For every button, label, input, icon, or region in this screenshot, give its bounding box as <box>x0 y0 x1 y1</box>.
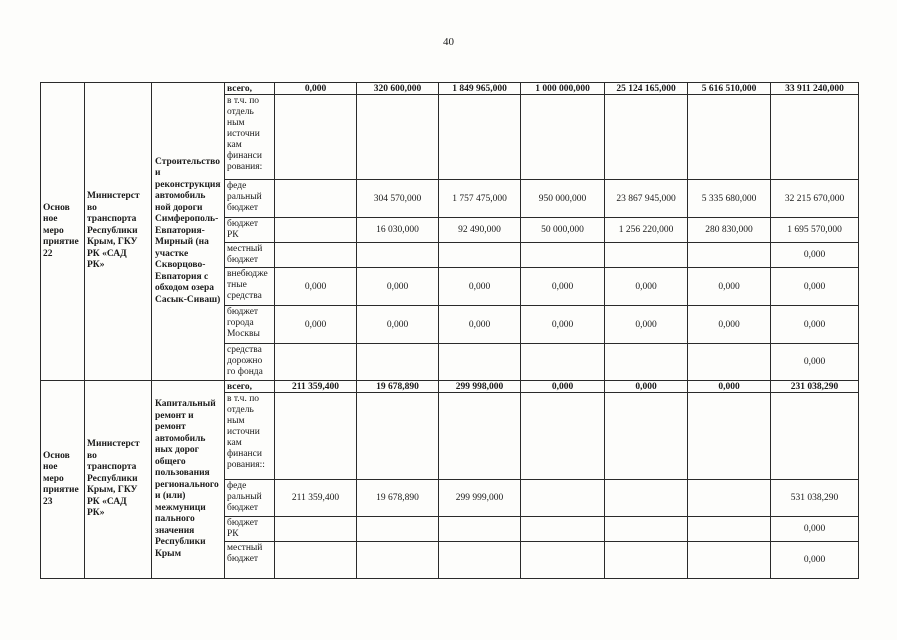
amount-cell <box>605 393 688 480</box>
amount-cell <box>275 344 357 381</box>
amount-cell <box>439 393 521 480</box>
amount-cell <box>275 218 357 243</box>
amount-cell <box>275 542 357 579</box>
amount-cell <box>521 393 605 480</box>
amount-cell: 211 359,400 <box>275 381 357 393</box>
amount-cell <box>357 344 439 381</box>
source-label: бюджет РК <box>225 218 275 243</box>
amount-cell <box>439 95 521 180</box>
executor-cell: Министерст во транспорта Республики Крым, ГКУ РК «САД РК» <box>85 381 152 579</box>
amount-cell <box>521 243 605 268</box>
amount-cell: 950 000,000 <box>521 180 605 218</box>
amount-cell <box>605 517 688 542</box>
amount-cell <box>605 344 688 381</box>
amount-cell <box>688 95 771 180</box>
source-label: в т.ч. по отдель ным источни кам финанси рования:: <box>225 393 275 480</box>
amount-cell: 1 256 220,000 <box>605 218 688 243</box>
source-label: бюджет РК <box>225 517 275 542</box>
amount-cell <box>439 243 521 268</box>
amount-cell: 299 998,000 <box>439 381 521 393</box>
budget-table <box>40 82 859 579</box>
amount-cell: 0,000 <box>771 344 859 381</box>
amount-cell: 0,000 <box>771 268 859 306</box>
amount-cell <box>605 95 688 180</box>
source-label: местный бюджет <box>225 542 275 579</box>
amount-cell <box>439 344 521 381</box>
amount-cell <box>357 542 439 579</box>
amount-cell: 1 695 570,000 <box>771 218 859 243</box>
source-label: внебюдже тные средства <box>225 268 275 306</box>
event-cell: Основ ное меро приятие 22 <box>41 83 85 381</box>
amount-cell: 16 030,000 <box>357 218 439 243</box>
source-label: в т.ч. по отдель ным источни кам финанси рования: <box>225 95 275 180</box>
source-label: феде ральный бюджет <box>225 480 275 517</box>
amount-cell <box>357 95 439 180</box>
amount-cell: 0,000 <box>357 268 439 306</box>
amount-cell: 19 678,890 <box>357 480 439 517</box>
amount-cell: 0,000 <box>771 542 859 579</box>
amount-cell <box>605 542 688 579</box>
amount-cell: 320 600,000 <box>357 83 439 95</box>
source-label: всего, <box>225 381 275 393</box>
amount-cell: 0,000 <box>275 83 357 95</box>
amount-cell <box>275 393 357 480</box>
amount-cell: 304 570,000 <box>357 180 439 218</box>
amount-cell: 92 490,000 <box>439 218 521 243</box>
amount-cell: 5 335 680,000 <box>688 180 771 218</box>
total-row <box>41 381 859 393</box>
amount-cell <box>275 517 357 542</box>
amount-cell <box>688 542 771 579</box>
source-label: средства дорожно го фонда <box>225 344 275 381</box>
amount-cell: 1 000 000,000 <box>521 83 605 95</box>
amount-cell: 19 678,890 <box>357 381 439 393</box>
page-number: 40 <box>443 36 454 48</box>
amount-cell <box>357 517 439 542</box>
amount-cell <box>521 517 605 542</box>
amount-cell: 0,000 <box>688 306 771 344</box>
amount-cell <box>357 393 439 480</box>
source-label: бюджет города Москвы <box>225 306 275 344</box>
amount-cell <box>521 344 605 381</box>
amount-cell: 231 038,290 <box>771 381 859 393</box>
amount-cell <box>605 243 688 268</box>
amount-cell: 211 359,400 <box>275 480 357 517</box>
amount-cell: 1 757 475,000 <box>439 180 521 218</box>
amount-cell: 0,000 <box>605 306 688 344</box>
executor-cell: Министерст во транспорта Республики Крым, ГКУ РК «САД РК» <box>85 83 152 381</box>
amount-cell: 0,000 <box>605 381 688 393</box>
amount-cell: 0,000 <box>771 517 859 542</box>
amount-cell: 0,000 <box>688 381 771 393</box>
amount-cell: 0,000 <box>521 268 605 306</box>
amount-cell: 0,000 <box>521 306 605 344</box>
amount-cell <box>688 517 771 542</box>
amount-cell: 0,000 <box>521 381 605 393</box>
amount-cell <box>771 95 859 180</box>
budget-table-body <box>41 83 859 579</box>
amount-cell <box>521 542 605 579</box>
amount-cell: 0,000 <box>771 306 859 344</box>
amount-cell <box>521 95 605 180</box>
source-label: местный бюджет <box>225 243 275 268</box>
event-cell: Основ ное меро приятие 23 <box>41 381 85 579</box>
amount-cell: 0,000 <box>771 243 859 268</box>
amount-cell <box>275 243 357 268</box>
amount-cell <box>688 344 771 381</box>
amount-cell: 25 124 165,000 <box>605 83 688 95</box>
amount-cell: 0,000 <box>605 268 688 306</box>
amount-cell: 33 911 240,000 <box>771 83 859 95</box>
amount-cell <box>688 480 771 517</box>
amount-cell: 299 999,000 <box>439 480 521 517</box>
source-label: всего, <box>225 83 275 95</box>
amount-cell: 32 215 670,000 <box>771 180 859 218</box>
amount-cell <box>605 480 688 517</box>
amount-cell: 0,000 <box>688 268 771 306</box>
amount-cell: 531 038,290 <box>771 480 859 517</box>
amount-cell: 23 867 945,000 <box>605 180 688 218</box>
amount-cell: 280 830,000 <box>688 218 771 243</box>
description-cell: Капитальный ремонт и ремонт автомобиль ных дорог общего пользования регионального и (или) межмуници пального значения Республики Крым <box>152 381 225 579</box>
amount-cell <box>275 95 357 180</box>
amount-cell <box>688 243 771 268</box>
amount-cell <box>688 393 771 480</box>
amount-cell <box>275 180 357 218</box>
amount-cell <box>771 393 859 480</box>
amount-cell: 0,000 <box>439 268 521 306</box>
amount-cell <box>439 517 521 542</box>
amount-cell: 5 616 510,000 <box>688 83 771 95</box>
amount-cell <box>357 243 439 268</box>
amount-cell: 0,000 <box>439 306 521 344</box>
amount-cell: 0,000 <box>275 306 357 344</box>
total-row <box>41 83 859 95</box>
amount-cell <box>439 542 521 579</box>
source-label: феде ральный бюджет <box>225 180 275 218</box>
amount-cell: 1 849 965,000 <box>439 83 521 95</box>
amount-cell <box>521 480 605 517</box>
amount-cell: 0,000 <box>357 306 439 344</box>
amount-cell: 50 000,000 <box>521 218 605 243</box>
description-cell: Строительство и реконструкция автомобиль ной дороги Симферополь- Евпатория- Мирный (на участке Скворцово- Евпатория с обходом озера Сасык-Сиваш) <box>152 83 225 381</box>
amount-cell: 0,000 <box>275 268 357 306</box>
